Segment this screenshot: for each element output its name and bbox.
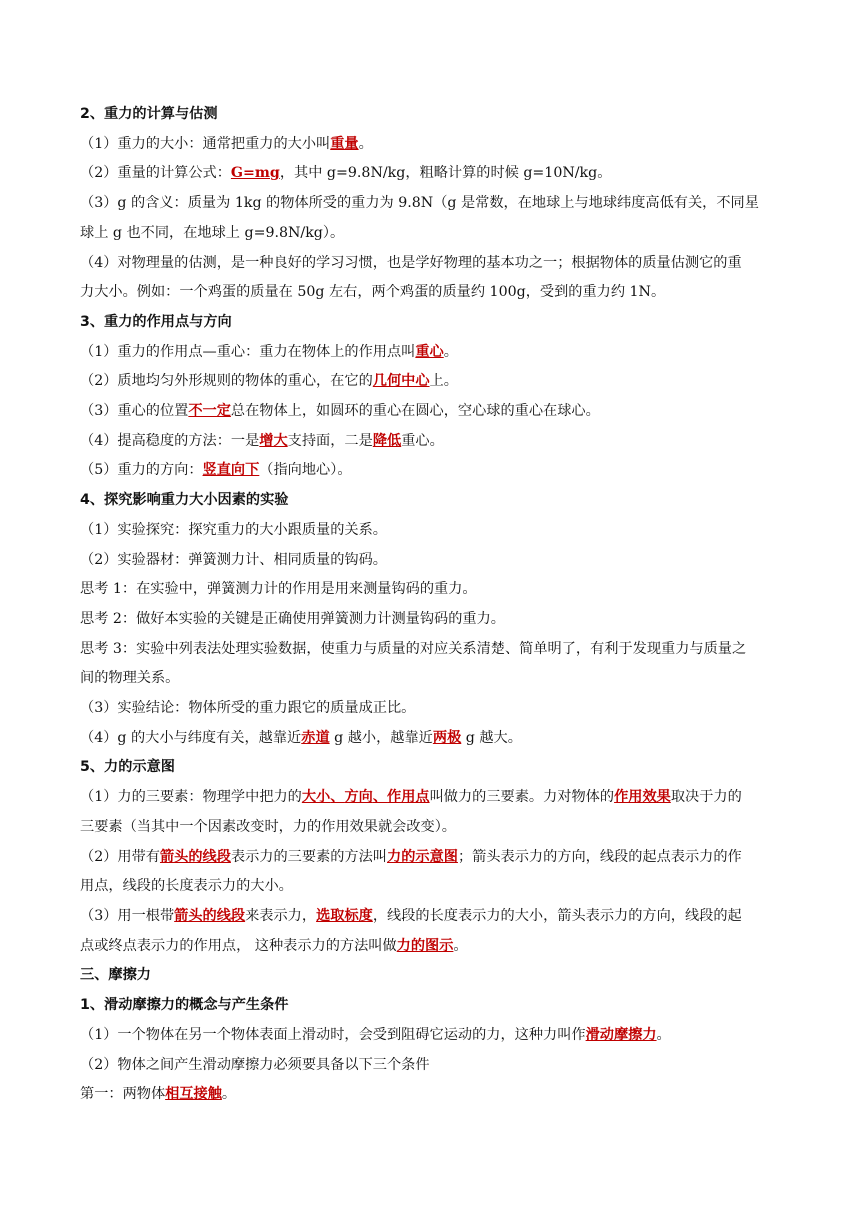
text: （4）g 的大小与纬度有关，越靠近 bbox=[80, 729, 302, 746]
paragraph-force-elements-line2: 三要素（当其中一个因素改变时，力的作用效果就会改变）。 bbox=[80, 818, 456, 835]
text: 。 bbox=[656, 1026, 671, 1043]
paragraph-force-graphic-line1 bbox=[80, 902, 792, 932]
text: 来表示力， bbox=[245, 907, 317, 924]
keyword: 选取标度 bbox=[316, 907, 373, 924]
keyword: 相互接触 bbox=[165, 1086, 222, 1103]
text: 。 bbox=[453, 937, 468, 954]
text: 第一：两物体 bbox=[80, 1086, 166, 1103]
text: （5）重力的方向： bbox=[80, 462, 203, 479]
text: 。 bbox=[221, 1086, 237, 1103]
paragraph-center-of-gravity bbox=[80, 338, 792, 368]
text: （3）用一根带 bbox=[80, 907, 175, 924]
text: （2）质地均匀外形规则的物体的重心，在它的 bbox=[80, 373, 373, 390]
text: （2）用带有 bbox=[80, 848, 160, 865]
text: 上。 bbox=[429, 373, 458, 390]
paragraph-g-meaning-line2: 球上 g 也不同，在地球上 g=9.8N/kg）。 bbox=[80, 224, 345, 241]
paragraph-experiment-goal: （1）实验探究：探究重力的大小跟质量的关系。 bbox=[80, 521, 387, 538]
paragraph-geometric-center bbox=[80, 367, 792, 397]
keyword: 作用点 bbox=[387, 789, 430, 806]
keyword: 重量 bbox=[330, 135, 359, 152]
keyword: 不一定 bbox=[188, 403, 231, 420]
paragraph-weight-definition bbox=[80, 130, 792, 160]
section-heading-gravity-point-direction: 3、重力的作用点与方向 bbox=[80, 313, 232, 330]
paragraph-experiment-equipment: （2）实验器材：弹簧测力计、相同质量的钩码。 bbox=[80, 551, 387, 568]
keyword: 方向 bbox=[344, 789, 373, 806]
separator: 、 bbox=[372, 789, 388, 806]
text: ，其中 g=9.8N/kg，粗略计算的时候 g=10N/kg。 bbox=[279, 165, 612, 182]
keyword: 力的图示 bbox=[396, 937, 454, 954]
keyword: 竖直向下 bbox=[202, 462, 260, 479]
text: （1）重力的大小：通常把重力的大小叫 bbox=[80, 135, 331, 152]
keyword: G=mg bbox=[230, 165, 280, 182]
keyword: 箭头的线段 bbox=[174, 907, 246, 924]
text: 总在物体上，如圆环的重心在圆心，空心球的重心在球心。 bbox=[230, 403, 600, 420]
paragraph-experiment-conclusion: （3）实验结论：物体所受的重力跟它的质量成正比。 bbox=[80, 700, 416, 717]
section-heading-friction: 三、摩擦力 bbox=[80, 967, 151, 984]
section-heading-gravity-calculation: 2、重力的计算与估测 bbox=[80, 106, 218, 122]
paragraph-think-2: 思考 2：做好本实验的关键是正确使用弹簧测力计测量钩码的重力。 bbox=[80, 610, 505, 627]
keyword: 降低 bbox=[372, 432, 402, 449]
paragraph-think-3-line2: 间的物理关系。 bbox=[80, 670, 180, 687]
keyword: 赤道 bbox=[301, 729, 330, 746]
paragraph-g-meaning-line1: （3）g 的含义：质量为 1kg 的物体所受的重力为 9.8N（g 是常数，在地球上与地球纬度高低有关，不同星 bbox=[80, 195, 759, 212]
paragraph-condition-1 bbox=[80, 1080, 792, 1110]
text: 点或终点表示力的作用点， 这种表示力的方法叫做 bbox=[80, 937, 397, 954]
paragraph-friction-conditions: （2）物体之间产生滑动摩擦力必须要具备以下三个条件 bbox=[80, 1056, 430, 1073]
paragraph-gravity-direction bbox=[80, 456, 792, 486]
keyword: 几何中心 bbox=[372, 373, 430, 390]
paragraph-force-schematic-line2: 用点，线段的长度表示力的大小。 bbox=[80, 878, 293, 895]
separator: 、 bbox=[330, 789, 345, 806]
text: 。 bbox=[443, 343, 458, 360]
paragraph-weight-formula bbox=[80, 159, 792, 189]
text: （1）重力的作用点—重心：重力在物体上的作用点叫 bbox=[80, 343, 416, 360]
paragraph-sliding-friction-definition bbox=[80, 1021, 792, 1051]
paragraph-cog-position bbox=[80, 397, 792, 427]
keyword: 两极 bbox=[432, 729, 462, 746]
keyword: 滑动摩擦力 bbox=[585, 1026, 657, 1043]
text: 支持面，二是 bbox=[287, 432, 373, 449]
paragraph-stability bbox=[80, 427, 792, 457]
text: （2）重量的计算公式： bbox=[80, 165, 231, 182]
paragraph-estimation-line1: （4）对物理量的估测，是一种良好的学习习惯，也是学好物理的基本功之一；根据物体的质量估测它的重 bbox=[80, 254, 742, 271]
text: 叫做力的三要素。力对物体的 bbox=[429, 789, 615, 806]
paragraph-think-3-line1: 思考 3：实验中列表法处理实验数据，使重力与质量的对应关系清楚、简单明了，有利于发现重力与质量之 bbox=[80, 640, 747, 657]
text: ；箭头表示力的方向，线段的起点表示力的作 bbox=[457, 848, 742, 865]
paragraph-force-elements-line1 bbox=[80, 783, 792, 813]
keyword: 增大 bbox=[259, 432, 288, 449]
text: （4）提高稳度的方法：一是 bbox=[80, 432, 260, 449]
section-heading-gravity-experiment: 4、探究影响重力大小因素的实验 bbox=[80, 492, 289, 509]
paragraph-estimation-line2: 力大小。例如：一个鸡蛋的质量在 50g 左右，两个鸡蛋的质量约 100g，受到的重力约 1N。 bbox=[80, 284, 666, 301]
text: （指向地心）。 bbox=[259, 462, 352, 479]
section-heading-sliding-friction: 1、滑动摩擦力的概念与产生条件 bbox=[80, 997, 289, 1014]
keyword: 重心 bbox=[415, 343, 444, 360]
text: ，线段的长度表示力的大小，箭头表示力的方向，线段的起 bbox=[372, 907, 742, 924]
paragraph-force-graphic-line2 bbox=[80, 932, 792, 962]
text: （1）力的三要素：物理学中把力的 bbox=[80, 789, 302, 806]
keyword: 作用效果 bbox=[614, 789, 671, 806]
section-heading-force-diagram: 5、力的示意图 bbox=[80, 759, 175, 776]
text: （3）重心的位置 bbox=[80, 403, 189, 420]
text: 取决于力的 bbox=[670, 789, 742, 806]
text: g 越大。 bbox=[461, 729, 522, 746]
paragraph-think-1: 思考 1：在实验中，弹簧测力计的作用是用来测量钩码的重力。 bbox=[80, 581, 477, 598]
keyword: 箭头的线段 bbox=[159, 848, 231, 865]
text: g 越小，越靠近 bbox=[329, 729, 433, 746]
paragraph-g-latitude bbox=[80, 724, 792, 754]
text: 表示力的三要素的方法叫 bbox=[230, 848, 387, 865]
paragraph-force-schematic-line1 bbox=[80, 843, 792, 873]
text: （1）一个物体在另一个物体表面上滑动时，会受到阻碍它运动的力，这种力叫作 bbox=[80, 1026, 586, 1043]
keyword: 力的示意图 bbox=[387, 848, 458, 865]
text: 重心。 bbox=[401, 432, 444, 449]
text: 。 bbox=[358, 135, 373, 152]
keyword: 大小 bbox=[301, 789, 331, 806]
document-body bbox=[80, 100, 792, 1110]
